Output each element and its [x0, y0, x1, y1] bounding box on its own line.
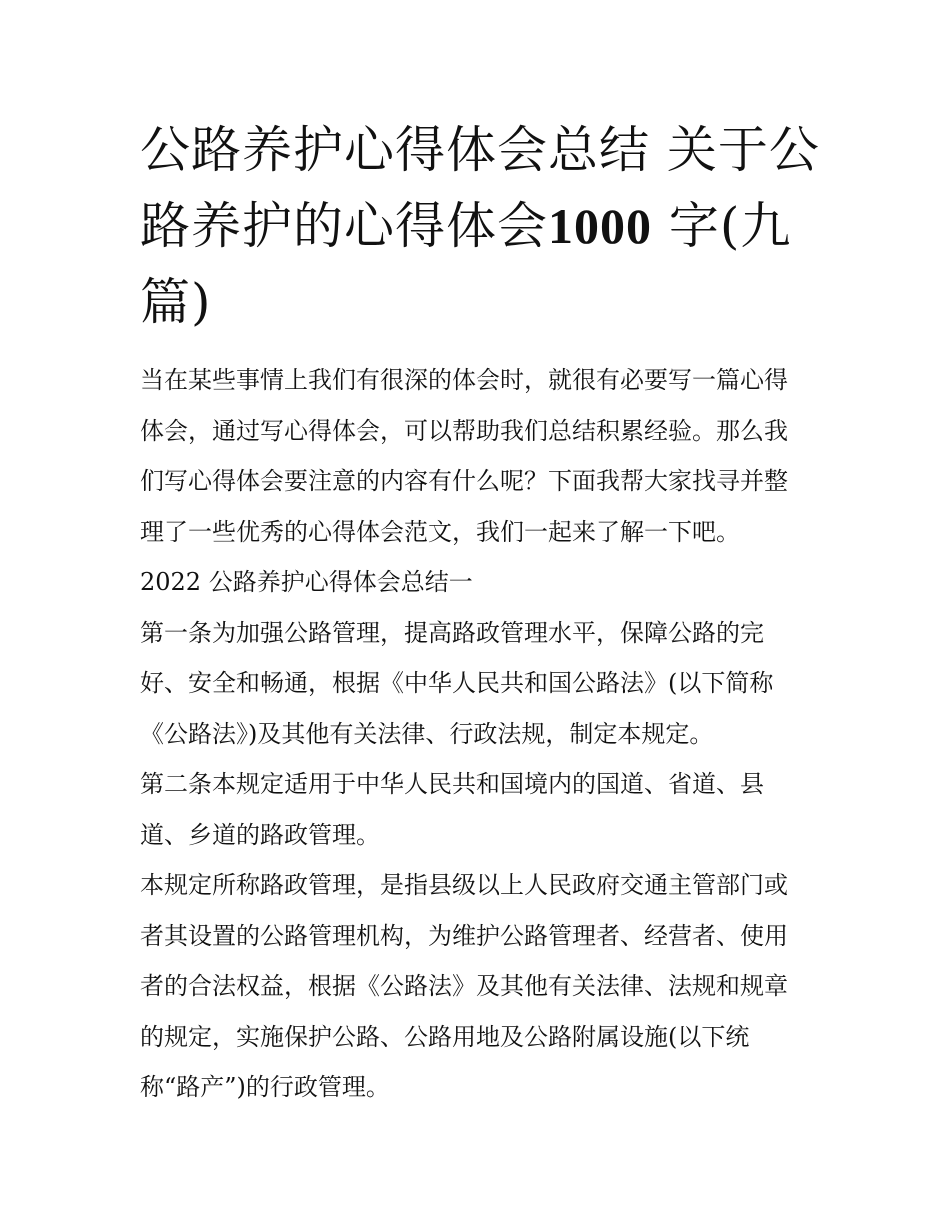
definition-line: 称“路产”)的行政管理。: [140, 1073, 390, 1101]
intro-line: 体会，通过写心得体会，可以帮助我们总结积累经验。那么我: [140, 416, 788, 445]
definition-line: 者其设置的公路管理机构，为维护公路管理者、经营者、使用: [140, 921, 788, 950]
section-heading: 2022 公路养护心得体会总结一: [140, 568, 473, 596]
intro-line: 理了一些优秀的心得体会范文，我们一起来了解一下吧。: [140, 517, 740, 546]
title-number: 1000: [548, 198, 652, 254]
intro-line: 们写心得体会要注意的内容有什么呢？下面我帮大家找寻并整: [140, 467, 788, 495]
title-line: [140, 188, 820, 264]
article-line: 第一条为加强公路管理，提高路政管理水平，保障公路的完: [140, 618, 764, 647]
title-text: 字(九: [652, 197, 792, 255]
document-title: [140, 112, 820, 340]
article-line: 第二条本规定适用于中华人民共和国境内的国道、省道、县: [140, 770, 764, 798]
title-text: 路养护的心得体会: [140, 197, 548, 255]
title-line: 篇): [140, 273, 212, 331]
document-body: [140, 355, 820, 1113]
definition-line: 本规定所称路政管理，是指县级以上人民政府交通主管部门或: [140, 871, 788, 899]
article-line: 道、乡道的路政管理。: [140, 820, 380, 849]
article-line: 《公路法》)及其他有关法律、行政法规，制定本规定。: [140, 719, 714, 748]
article-line: 好、安全和畅通，根据《中华人民共和国公路法》(以下简称: [140, 669, 774, 697]
intro-line: 当在某些事情上我们有很深的体会时，就很有必要写一篇心得: [140, 366, 788, 394]
title-line: 公路养护心得体会总结 关于公: [140, 121, 820, 179]
definition-line: 者的合法权益，根据《公路法》及其他有关法律、法规和规章: [140, 972, 788, 1000]
definition-line: 的规定，实施保护公路、公路用地及公路附属设施(以下统: [140, 1022, 750, 1051]
